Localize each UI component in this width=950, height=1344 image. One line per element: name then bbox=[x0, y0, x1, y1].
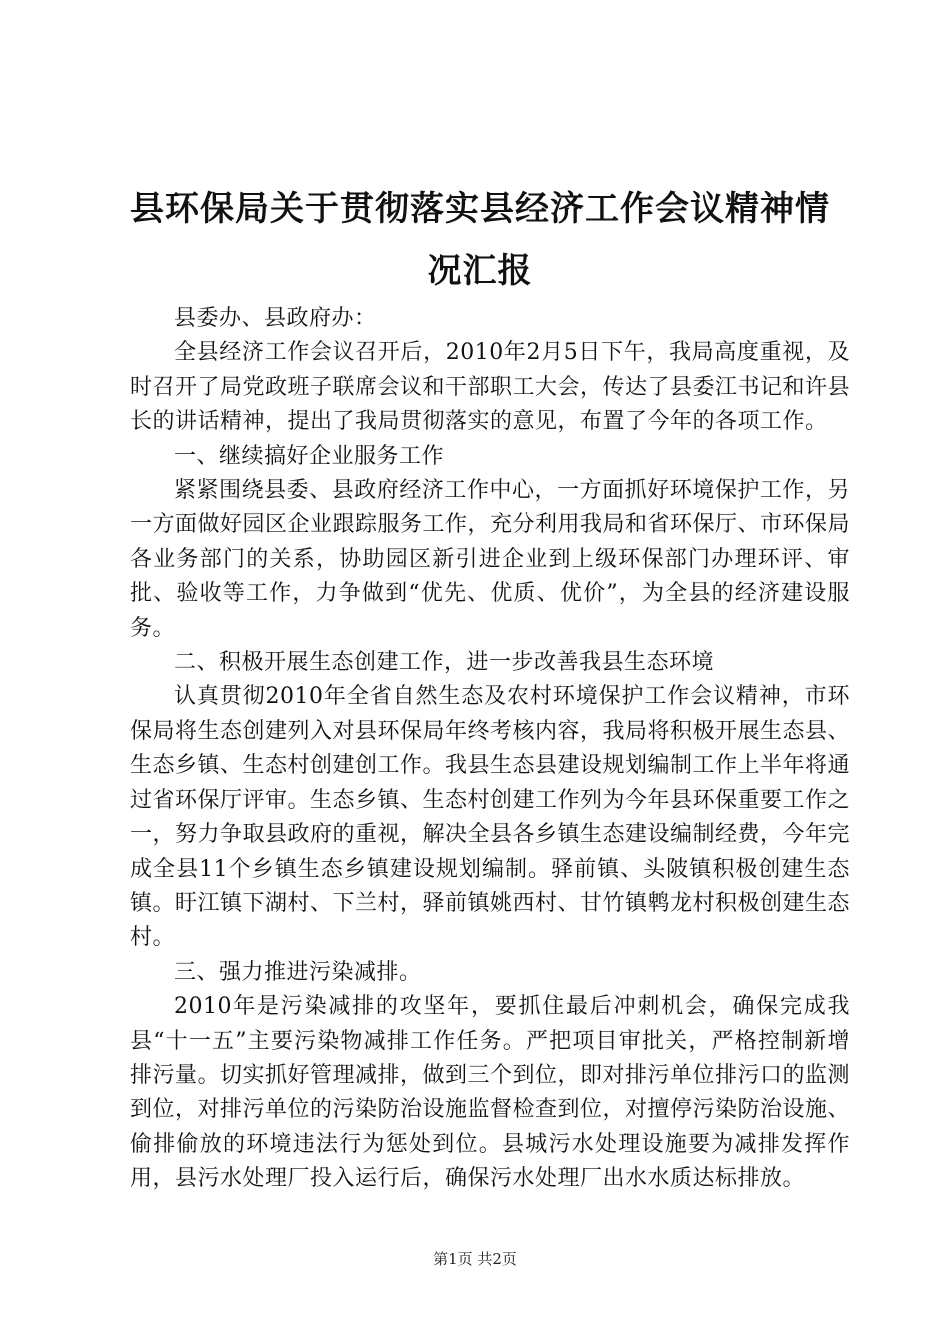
section-paragraph-3: 2010年是污染减排的攻坚年，要抓住最后冲刺机会，确保完成我县“十一五”主要污染物减排工作任务。严把项目审批关，严格控制新增排污量。切实抓好管理减排，做到三个到位，即对排污单位排污口的监测到位，对排污单位的污染防治设施监督检查到位，对擅停污染防治设施、偷排偷放的环境违法行为惩处到位。县城污水处理设施要为减排发挥作用，县污水处理厂投入运行后，确保污水处理厂出水水质达标排放。 bbox=[130, 994, 851, 1192]
section-paragraph-2: 认真贯彻2010年全省自然生态及农村环境保护工作会议精神，市环保局将生态创建列入对县环保局年终考核内容，我局将积极开展生态县、生态乡镇、生态村创建创工作。我县生态县建设规划编制工作上半年将通过省环保厅评审。生态乡镇、生态村创建工作列为今年县环保重要工作之一，努力争取县政府的重视，解决全县各乡镇生态建设编制经费，今年完成全县11个乡镇生态乡镇建设规划编制。驿前镇、头陂镇积极创建生态镇。盱江镇下湖村、下兰村，驿前镇姚西村、甘竹镇鹎龙村积极创建生态村。 bbox=[130, 684, 851, 951]
intro-paragraph: 全县经济工作会议召开后，2010年2月5日下午，我局高度重视，及时召开了局党政班子联席会议和干部职工大会，传达了县委江书记和许县长的讲话精神，提出了我局贯彻落实的意见，布置了今年的各项工作。 bbox=[130, 340, 851, 435]
page-number-footer: 第1页 共2页 bbox=[433, 1250, 517, 1268]
document-title: 县环保局关于贯彻落实县经济工作会议精神情况汇报 bbox=[130, 189, 830, 291]
section-heading-2: 二、积极开展生态创建工作，进一步改善我县生态环境 bbox=[174, 650, 715, 676]
section-heading-3: 三、强力推进污染减排。 bbox=[174, 959, 422, 985]
section-paragraph-1: 紧紧围绕县委、县政府经济工作中心，一方面抓好环境保护工作，另一方面做好园区企业跟踪服务工作，充分利用我局和省环保厅、市环保局各业务部门的关系，协助园区新引进企业到上级环保部门办理环评、审批、验收等工作，力争做到“优先、优质、优价”，为全县的经济建设服务。 bbox=[130, 478, 851, 641]
salutation: 县委办、县政府办： bbox=[174, 306, 377, 331]
section-heading-1: 一、继续搞好企业服务工作 bbox=[174, 443, 445, 469]
document-body bbox=[130, 302, 850, 1197]
